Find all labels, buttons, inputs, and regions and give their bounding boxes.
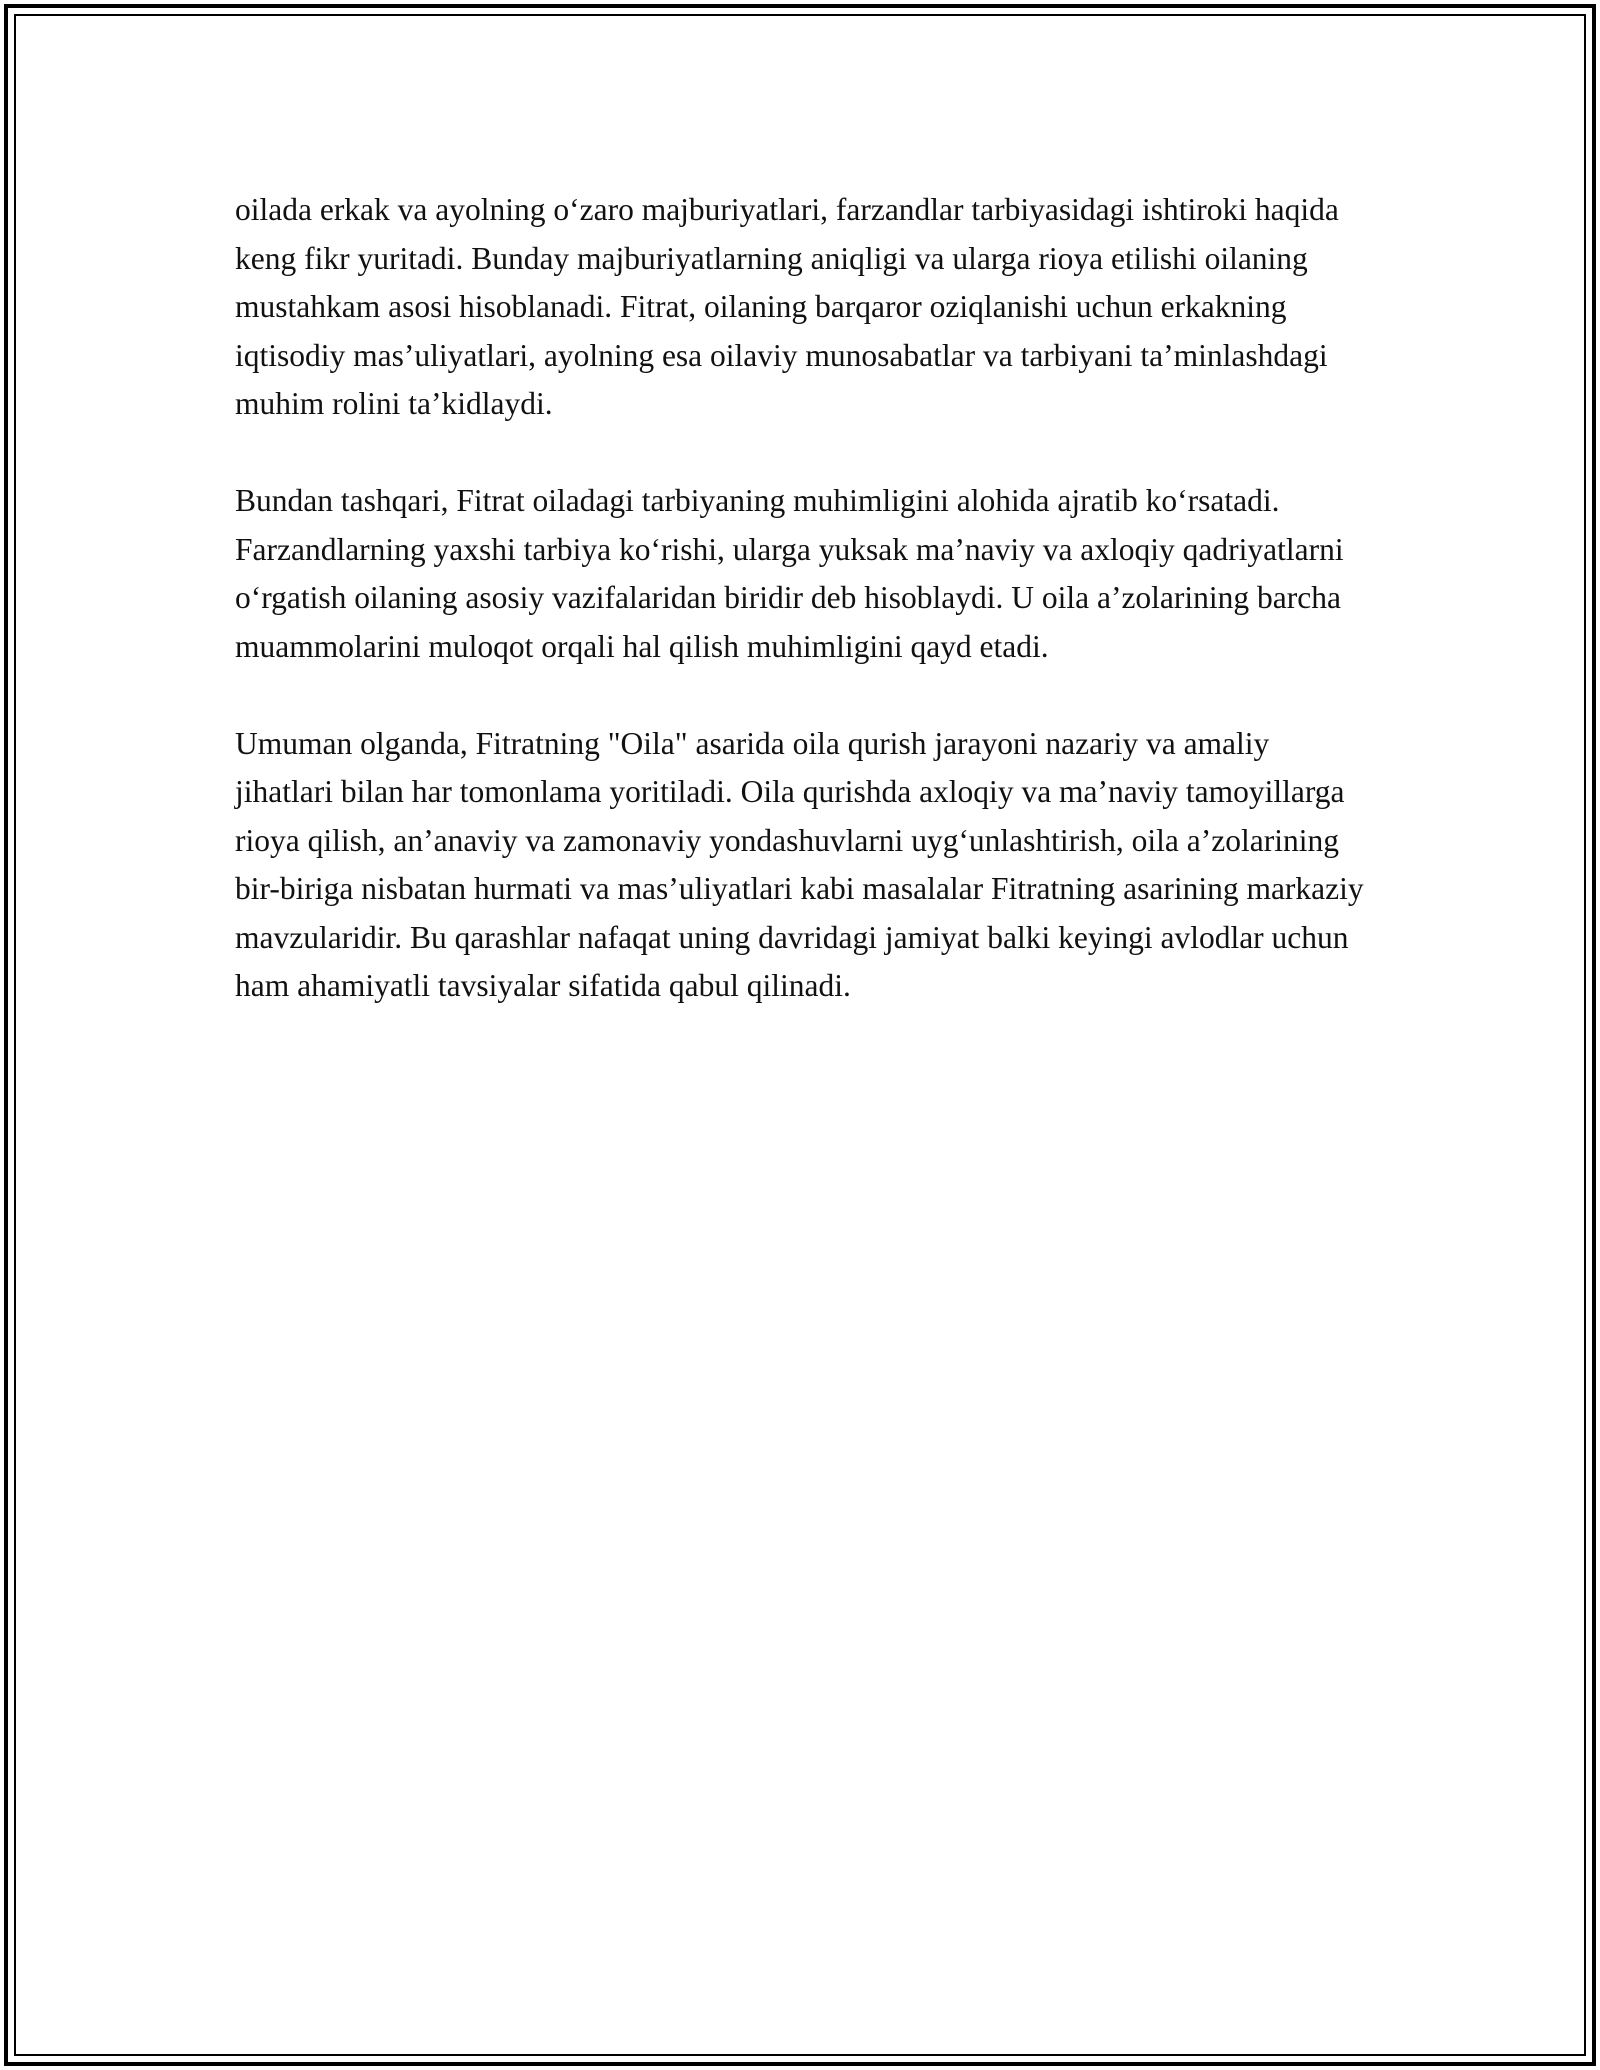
paragraph-3: Umuman olganda, Fitratning "Oila" asarida oila qurish jarayoni nazariy va amaliy jihatlari bilan har tomonlama yoritiladi. Oila qurishda axloqiy va ma’naviy tamoyillarga rioya qilish, an’anaviy va zamonaviy yondashuvlarni uyg‘unlashtirish, oila a’zolarining bir-biriga nisbatan hurmati va mas’uliyatlari kabi masalalar Fitratning asarining markaziy mavzularidir. Bu qarashlar nafaqat uning davridagi jamiyat balki keyingi avlodlar uchun ham ahamiyatli tavsiyalar sifatida qabul qilinadi. [235,725,1364,1003]
paragraph-2: Bundan tashqari, Fitrat oiladagi tarbiyaning muhimligini alohida ajratib ko‘rsatadi. Farzandlarning yaxshi tarbiya ko‘rishi, ularga yuksak ma’naviy va axloqiy qadriyatlarni o‘rgatish oilaning asosiy vazifalaridan biridir deb hisoblaydi. U oila a’zolarining barcha muammolarini muloqot orqali hal qilish muhimligini qayd etadi. [235,483,1344,664]
paragraph-1: oilada erkak va ayolning o‘zaro majburiyatlari, farzandlar tarbiyasidagi ishtiroki haqida keng fikr yuritadi. Bunday majburiyatlarning aniqligi va ularga rioya etilishi oilaning mustahkam asosi hisoblanadi. Fitrat, oilaning barqaror oziqlanishi uchun erkakning iqtisodiy mas’uliyatlari, ayolning esa oilaviy munosabatlar va tarbiyani ta’minlashdagi muhim rolini ta’kidlaydi. [235,192,1339,421]
document-body [235,186,1365,1059]
